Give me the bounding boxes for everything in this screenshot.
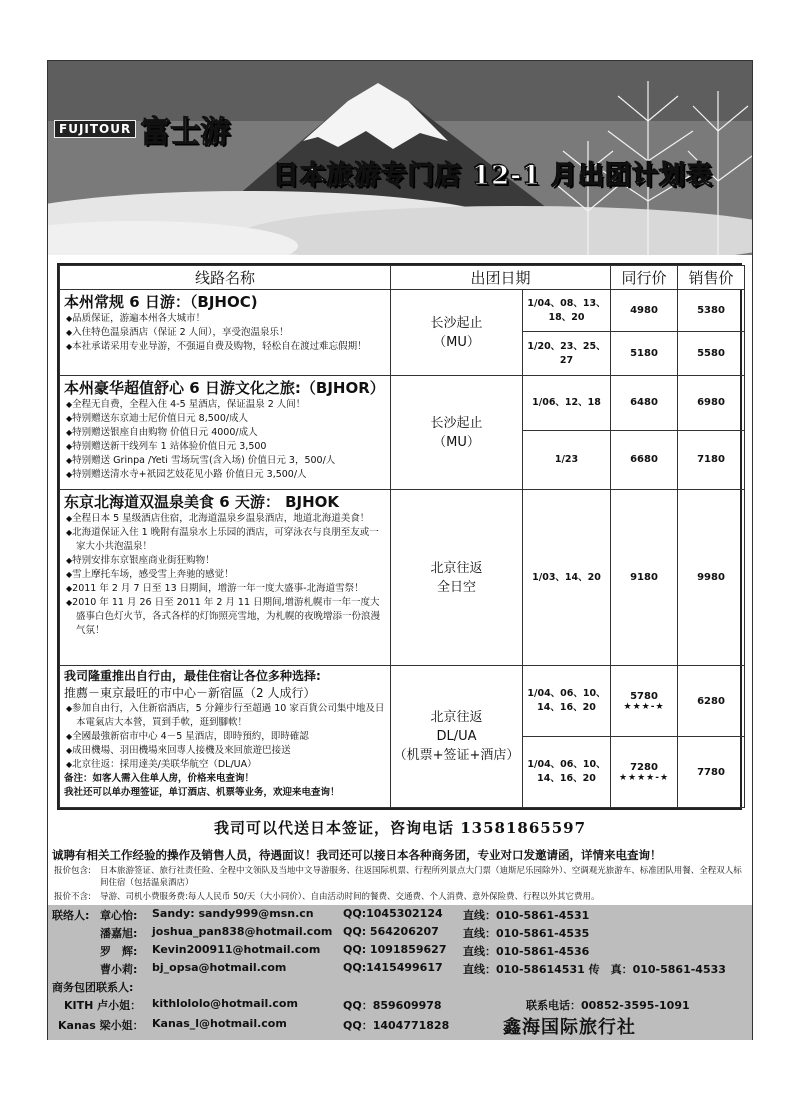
dates: 1/03、14、20: [523, 490, 611, 666]
schedule-table: [57, 263, 742, 810]
feature-item: ◆ 成田機場、羽田機場來回專人接機及來回旅遊巴接送: [64, 744, 386, 758]
peer-price-value: 7280: [630, 761, 658, 773]
sale-price: 7180: [678, 430, 745, 489]
dates: 1/20、23、25、27: [523, 332, 611, 376]
route-subtitle: 推薦－東京最旺的市中心－新宿區（2 人成行）: [64, 686, 316, 700]
sale-price: 5580: [678, 332, 745, 376]
peer-price: 4980: [611, 290, 678, 332]
airline: 全日空: [436, 579, 476, 595]
departure: [391, 376, 523, 490]
contact-row: [48, 959, 752, 977]
contact-name: 潘嘉旭:: [100, 927, 138, 940]
peer-price-value: 5780: [630, 690, 658, 702]
contact-row: [48, 905, 752, 923]
contact-email: Kanas_l@hotmail.com: [152, 1017, 287, 1030]
brand-logo: [54, 107, 230, 151]
peer-price: 9180: [611, 490, 678, 666]
excluded-label: 报价不含:: [54, 892, 91, 902]
contact-phone: 直线：010-5861-4535: [463, 927, 590, 940]
price-included: [54, 865, 748, 889]
feature-item: ◆ 特别赠送清水寺+祇园艺妓花见小路 价值日元 3,500/人: [64, 468, 386, 482]
contact-qq: QQ:1045302124: [343, 907, 443, 920]
contact-name: KITH 卢小姐：: [64, 999, 142, 1012]
col-route: 线路名称: [60, 266, 391, 290]
col-sale-price: 销售价: [678, 266, 745, 290]
table-row: [60, 376, 745, 431]
sale-price: 6980: [678, 376, 745, 431]
feature-item: ◆ 雪上摩托车场，感受雪上奔驰的感觉！: [64, 568, 386, 582]
remark: 我社还可以单办理签证，单订酒店、机票等业务，欢迎来电查询！: [64, 787, 340, 798]
price-excluded: [54, 891, 748, 903]
departure: [391, 666, 523, 808]
contact-qq: QQ: 1091859627: [343, 943, 447, 956]
route-bjhoc: [60, 290, 391, 376]
table-row: [60, 490, 745, 666]
airline: DL/UA: [436, 729, 477, 744]
recruitment-notice: 诚聘有相关工作经验的操作及销售人员，待遇面议！我司还可以接日本各种商务团，专业对口发邀请函，详情来电查询！: [52, 848, 662, 862]
contact-email: Sandy: sandy999@msn.cn: [152, 907, 314, 920]
airline: （MU）: [433, 334, 480, 350]
route-bjhor: [60, 376, 391, 490]
feature-item: ◆ 特别赠送银座自由购物 价值日元 4000/成人: [64, 426, 386, 440]
contact-email: Kevin200911@hotmail.com: [152, 943, 321, 956]
feature-item: ◆ 2011 年 2 月 7 日至 13 日期间，增游一年一度大盛事-北海道雪祭！: [64, 582, 386, 596]
contact-phone: 直线：010-5861-4531: [463, 909, 590, 922]
table-header: [60, 266, 745, 290]
agency-phone: 联系电话：00852-3595-1091: [526, 999, 690, 1012]
contact-row: [48, 923, 752, 941]
depart-city: 长沙起止: [430, 415, 483, 431]
depart-city: 北京往返: [430, 710, 483, 725]
sale-price: 5380: [678, 290, 745, 332]
feature-item: ◆ 北海道保证入住 1 晚附有温泉水上乐园的酒店，可穿泳衣与良朋至友或一家大小共泡温泉！: [64, 526, 386, 554]
contact-qq: QQ：1404771828: [343, 1019, 450, 1032]
col-peer-price: 同行价: [611, 266, 678, 290]
col-date: 出团日期: [391, 266, 611, 290]
feature-item: ◆ 全程日本 5 星级酒店住宿，北海道温泉乡温泉酒店，地道北海道美食！: [64, 512, 386, 526]
contact-name: Kanas 梁小姐：: [58, 1019, 144, 1032]
route-bjhok: [60, 490, 391, 666]
group-contacts-label: 商务包团联系人:: [52, 981, 134, 994]
route-title: 东京北海道双温泉美食 6 天游： BJHOK: [64, 493, 340, 511]
contact-row: [48, 977, 752, 995]
sale-price: 7780: [678, 737, 745, 808]
departure: [391, 490, 523, 666]
table-row: [60, 290, 745, 332]
feature-item: ◆ 全程无自费，全程入住 4-5 星酒店，保证温泉 2 人间！: [64, 398, 386, 412]
feature-item: ◆ 本社承诺采用专业导游，不强逼自费及购物，轻松自在渡过难忘假期！: [64, 340, 386, 354]
dates: 1/04、08、13、18、20: [523, 290, 611, 332]
contact-email: kithlololo@hotmail.com: [152, 997, 298, 1010]
feature-item: ◆ 特别安排东京银座商业街狂购物！: [64, 554, 386, 568]
feature-item: ◆ 北京往返：採用達美/美联华航空（DL/UA）: [64, 758, 386, 772]
contact-qq: QQ：859609978: [343, 999, 442, 1012]
contact-qq: QQ:1415499617: [343, 961, 443, 974]
peer-price: 6480: [611, 376, 678, 431]
contact-row: [48, 995, 752, 1013]
sale-price: 6280: [678, 666, 745, 737]
contact-qq: QQ: 564206207: [343, 925, 439, 938]
table-row: [60, 666, 745, 737]
contact-name: 曹小莉:: [100, 963, 138, 976]
contact-email: bj_opsa@hotmail.com: [152, 961, 287, 974]
peer-price: [611, 666, 678, 737]
route-title: 本州豪华超值舒心 6 日游文化之旅:（BJHOR）: [64, 379, 385, 397]
contact-name: 章心怡:: [100, 909, 138, 922]
excluded-text: 导游、司机小费服务费:每人人民币 50/天（大小同价）、自由活动时间的餐费、交通费、个人消费、意外保险费、行程以外其它费用。: [100, 892, 600, 902]
banner: [48, 61, 752, 255]
brand-cn: 富士游: [140, 115, 231, 150]
feature-item: ◆ 品质保证，游遍本州各大城市！: [64, 312, 386, 326]
brand-en: FUJITOUR: [54, 120, 136, 138]
feature-item: ◆ 入住特色温泉酒店（保证 2 人间），享受泡温泉乐！: [64, 326, 386, 340]
remark: 备注：如客人需入住单人房，价格来电查询！: [64, 773, 255, 784]
dates: 1/04、06、10、14、16、20: [523, 666, 611, 737]
dates: 1/23: [523, 430, 611, 489]
agency-name: 鑫海国际旅行社: [503, 1017, 636, 1038]
contact-phone: 直线：010-5861-4536: [463, 945, 590, 958]
feature-item: ◆ 全國最強新宿市中心 4－5 星酒店，即時預約，即時確認: [64, 730, 386, 744]
peer-price: 6680: [611, 430, 678, 489]
dates: 1/06、12、18: [523, 376, 611, 431]
star-rating: ★★★-★: [623, 701, 665, 712]
flyer: [47, 60, 753, 1040]
contacts-label: 联络人:: [52, 909, 90, 922]
route-free-tour: [60, 666, 391, 808]
feature-item: ◆ 特别赠送 Grinpa /Yeti 雪场玩雪(含入场) 价值日元 3，500/人: [64, 454, 386, 468]
included-label: 报价包含:: [54, 866, 91, 876]
depart-city: 北京往返: [430, 560, 483, 576]
peer-price: [611, 737, 678, 808]
visa-hotline: 我司可以代送日本签证，咨询电话 13581865597: [213, 819, 587, 837]
feature-item: ◆ 2010 年 11 月 26 日至 2011 年 2 月 11 日期间,增游札幌市一年一度大盛事白色灯火节，各式各样的灯饰照亮雪地，为札幌的夜晚增添一份浪漫气氛！: [64, 596, 386, 638]
package: （机票+签证+酒店）: [393, 748, 520, 763]
star-rating: ★★★★-★: [618, 772, 670, 783]
depart-city: 长沙起止: [430, 315, 483, 331]
included-text: 日本旅游签证、旅行社责任险、全程中文领队及当地中文导游服务、往返国际机票、行程所列景点大门票（迪斯尼乐园除外）、空调观光旅游车、标准团队用餐、全程双人标间住宿（包括温泉酒店）: [100, 866, 742, 888]
banner-title: 日本旅游专门店 12-1 月出团计划表: [273, 161, 714, 191]
feature-item: ◆ 特别赠送新干线列车 1 站体验价值日元 3,500: [64, 440, 386, 454]
route-title: 本州常规 6 日游：（BJHOC): [64, 293, 258, 311]
contact-name: 罗 辉:: [100, 945, 138, 958]
contact-row: [48, 941, 752, 959]
departure: [391, 290, 523, 376]
dates: 1/04、06、10、14、16、20: [523, 737, 611, 808]
sale-price: 9980: [678, 490, 745, 666]
airline: （MU）: [433, 434, 480, 450]
feature-item: ◆ 特别赠送东京迪士尼价值日元 8,500/成人: [64, 412, 386, 426]
route-title: 我司隆重推出自行由，最佳住宿让各位多种选择:: [64, 669, 321, 683]
contact-phone: 直线：010-58614531 传 真：010-5861-4533: [463, 963, 726, 976]
feature-item: ◆ 参加自由行，入住新宿酒店，5 分鐘步行至超過 10 家百貨公司集中地及日本電氣店大本營，買到手軟，逛到腳軟！: [64, 702, 386, 730]
contacts-panel: [48, 905, 752, 1040]
contact-email: joshua_pan838@hotmail.com: [152, 925, 333, 938]
peer-price: 5180: [611, 332, 678, 376]
contact-row: [48, 1015, 752, 1033]
